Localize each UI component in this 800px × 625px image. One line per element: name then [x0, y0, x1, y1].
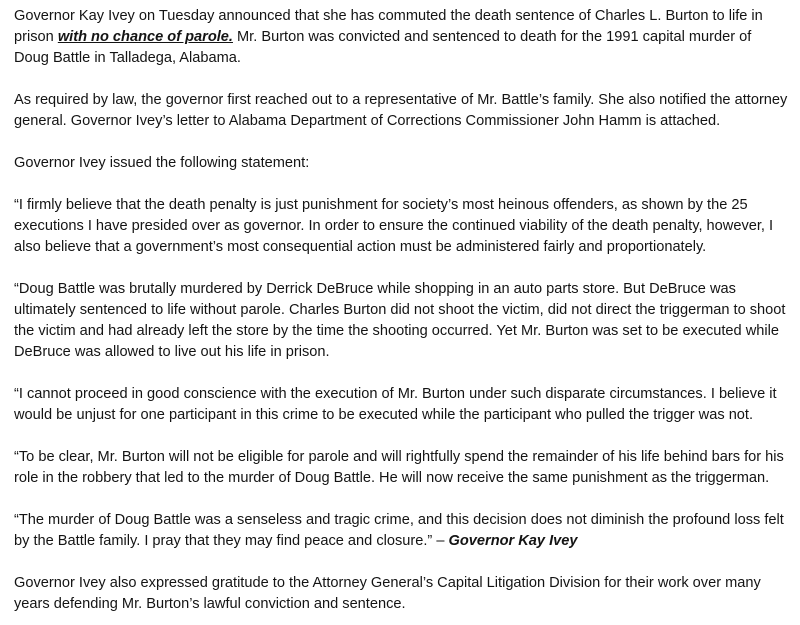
quote-paragraph-3: “I cannot proceed in good conscience with the execution of Mr. Burton under such disparate circumstances. I believe it would be unjust for one participant in this crime to be executed while the participant who pulled the trigger was not. [14, 386, 777, 423]
quote-5-text: “The murder of Doug Battle was a senseless and tragic crime, and this decision does not diminish the profound loss felt by the Battle family. I pray that they may find peace and closure.” – [14, 512, 784, 549]
intro-text: Governor Kay Ivey on Tuesday announced that she has commuted the death sentence of Charles L. Burton to life in prison [14, 8, 763, 45]
quote-paragraph-2: “Doug Battle was brutally murdered by Derrick DeBruce while shopping in an auto parts store. But DeBruce was ultimately sentenced to life without parole. Charles Burton did not shoot the victim, did not direct the triggerman to shoot the victim and had already left the store by the time the shooting occurred. Yet Mr. Burton was set to be executed while DeBruce was allowed to live out his life in prison. [14, 281, 786, 360]
intro-paragraph [14, 6, 788, 69]
statement-intro-paragraph: Governor Ivey issued the following statement: [14, 155, 310, 171]
quote-paragraph-4: “To be clear, Mr. Burton will not be eligible for parole and will rightfully spend the remainder of his life behind bars for his role in the robbery that led to the murder of Doug Battle. He will now receive the same punishment as the triggerman. [14, 449, 784, 486]
closing-paragraph: Governor Ivey also expressed gratitude to the Attorney General’s Capital Litigation Division for their work over many years defending Mr. Burton’s lawful conviction and sentence. [14, 575, 761, 612]
intro-text-continued: Mr. Burton was convicted and sentenced to death for the 1991 capital murder of Doug Battle in Talladega, Alabama. [14, 29, 752, 66]
press-release-body [14, 6, 788, 615]
quote-paragraph-1: “I firmly believe that the death penalty is just punishment for society’s most heinous offenders, as shown by the 25 executions I have presided over as governor. In order to ensure the continued viability of the death penalty, however, I also believe that a government’s most consequential action must be administered fairly and proportionately. [14, 197, 774, 255]
quote-attribution: Governor Kay Ivey [448, 533, 578, 549]
quote-paragraph-5 [14, 510, 788, 552]
parole-emphasis: with no chance of parole. [57, 29, 233, 45]
notice-paragraph: As required by law, the governor first reached out to a representative of Mr. Battle’s family. She also notified the attorney general. Governor Ivey’s letter to Alabama Department of Corrections Commissioner John Hamm is attached. [14, 92, 788, 129]
